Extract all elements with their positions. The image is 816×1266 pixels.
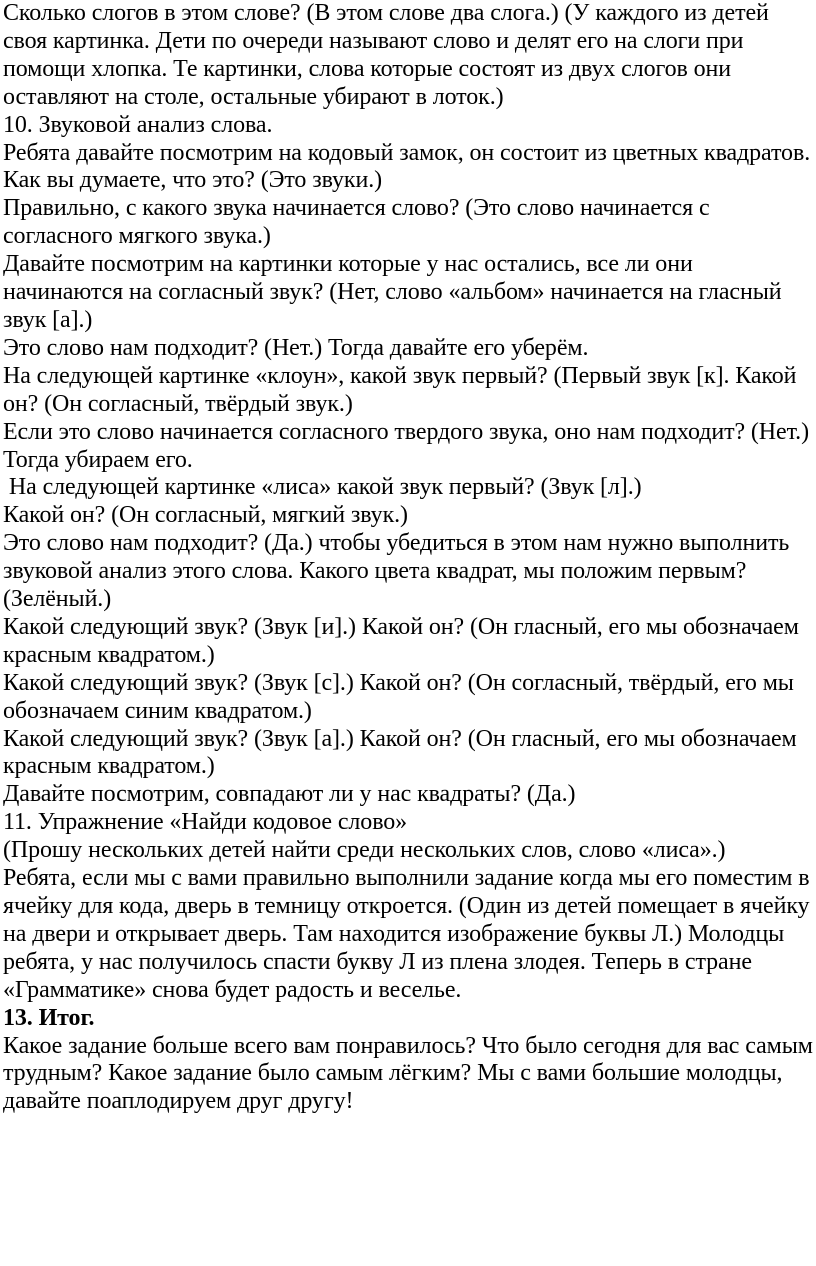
paragraph-summary: Какое задание больше всего вам понравилось? Что было сегодня для вас самым трудным? Какое задание было самым лёгким? Мы с вами большие молодцы, давайте поаплодируем друг другу! — [3, 1032, 813, 1115]
document-page — [3, 0, 815, 1116]
paragraph-squares-match: Давайте посмотрим, совпадают ли у нас квадраты? (Да.) — [3, 781, 576, 808]
paragraph-code-lock: Ребята давайте посмотрим на кодовый замок, он состоит из цветных квадратов. Как вы думаете, что это? (Это звуки.) — [3, 139, 811, 194]
paragraph-find-fox: (Прошу нескольких детей найти среди нескольких слов, слово «лиса».) — [3, 837, 726, 864]
heading-sound-analysis: 10. Звуковой анализ слова. — [3, 111, 273, 138]
paragraph-clown: На следующей картинке «клоун», какой звук первый? (Первый звук [к]. Какой он? (Он согласный, твёрдый звук.) — [3, 362, 797, 417]
paragraph-fox-analysis: Это слово нам подходит? (Да.) чтобы убедиться в этом нам нужно выполнить звуковой анализ этого слова. Какого цвета квадрат, мы положим первым? (Зелёный.) — [3, 530, 790, 613]
paragraph-sound-s: Какой следующий звук? (Звук [с].) Какой он? (Он согласный, твёрдый, его мы обозначаем синим квадратом.) — [3, 669, 794, 724]
heading-summary: 13. Итог. — [3, 1004, 95, 1031]
paragraph-sound-i: Какой следующий звук? (Звук [и].) Какой он? (Он гласный, его мы обозначаем красным квадратом.) — [3, 613, 799, 668]
paragraph-remove-album: Это слово нам подходит? (Нет.) Тогда давайте его уберём. — [3, 334, 589, 361]
paragraph-sound-a: Какой следующий звук? (Звук [а].) Какой он? (Он гласный, его мы обозначаем красным квадратом.) — [3, 725, 797, 780]
heading-find-code-word: 11. Упражнение «Найди кодовое слово» — [3, 809, 408, 836]
paragraph-open-door: Ребята, если мы с вами правильно выполнили задание когда мы его поместим в ячейку для кода, дверь в темницу откроется. (Один из детей помещает в ячейку на двери и открывает дверь. Там находится изображение буквы Л.) Молодцы ребята, у нас получилось спасти букву Л из плена злодея. Теперь в стране «Грамматике» снова будет радость и веселье. — [3, 865, 810, 1003]
paragraph-syllables-intro: Сколько слогов в этом слове? (В этом слове два слога.) (У каждого из детей своя картинка. Дети по очереди называют слово и делят его на слоги при помощи хлопка. Те картинки, слова которые состоят из двух слогов они оставляют на столе, остальные убирают в лоток.) — [3, 0, 769, 110]
paragraph-remove-clown: Если это слово начинается согласного твердого звука, оно нам подходит? (Нет.) Тогда убираем его. — [3, 418, 809, 473]
paragraph-fox-sound: Какой он? (Он согласный, мягкий звук.) — [3, 502, 408, 529]
paragraph-fox: На следующей картинке «лиса» какой звук первый? (Звук [л].) — [3, 474, 642, 501]
paragraph-album: Давайте посмотрим на картинки которые у нас остались, все ли они начинаются на согласный звук? (Нет, слово «альбом» начинается на гласный звук [а].) — [3, 251, 782, 333]
paragraph-first-sound: Правильно, с какого звука начинается слово? (Это слово начинается с согласного мягкого звука.) — [3, 195, 710, 250]
